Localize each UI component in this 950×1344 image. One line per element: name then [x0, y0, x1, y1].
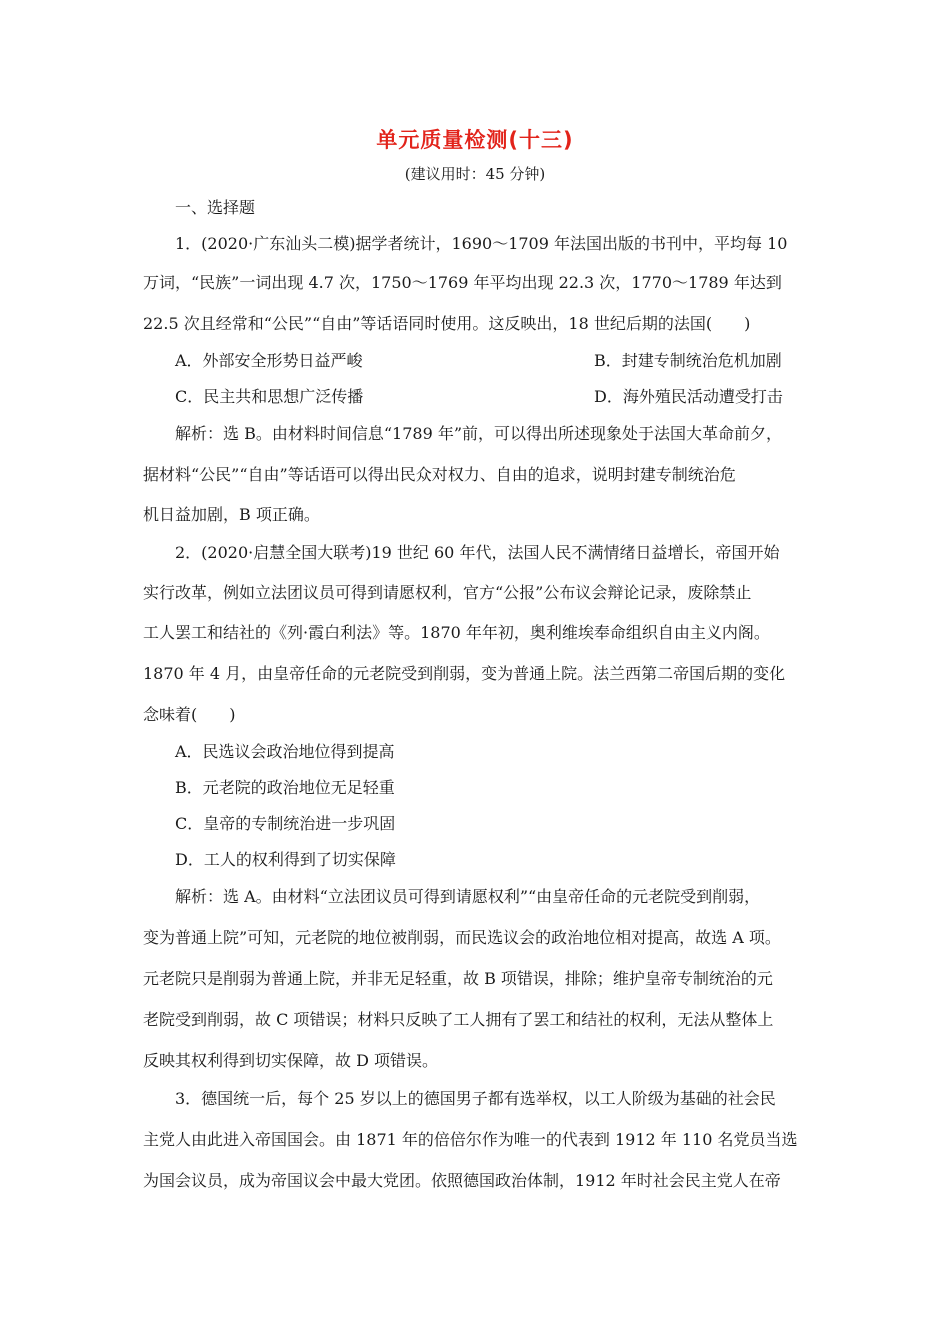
- q1-stem-line: 22.5 次且经常和“公民”“自由”等话语同时使用。这反映出，18 世纪后期的法国( ): [143, 314, 751, 333]
- q2-answer-line: 解析：选 A。由材料“立法团议员可得到请愿权利”“由皇帝任命的元老院受到削弱，: [175, 887, 761, 906]
- q1-option-d: D．海外殖民活动遭受打击: [594, 387, 783, 406]
- section-heading: 一、选择题: [175, 198, 256, 217]
- q2-option-a: A．民选议会政治地位得到提高: [175, 742, 395, 761]
- q2-option-c: C．皇帝的专制统治进一步巩固: [175, 814, 396, 833]
- q1-answer-line: 据材料“公民”“自由”等话语可以得出民众对权力、自由的追求，说明封建专制统治危: [143, 465, 736, 484]
- q2-answer-line: 元老院只是削弱为普通上院，并非无足轻重，故 B 项错误，排除；维护皇帝专制统治的元: [143, 969, 773, 988]
- page-title: 单元质量检测(十三): [376, 128, 574, 152]
- q3-stem-line: 为国会议员，成为帝国议会中最大党团。依照德国政治体制，1912 年时社会民主党人在帝: [143, 1171, 781, 1190]
- page-subtitle: (建议用时：45 分钟): [404, 165, 546, 183]
- q2-option-b: B．元老院的政治地位无足轻重: [175, 778, 395, 797]
- q1-stem-line: 万词，“民族”一词出现 4.7 次，1750～1769 年平均出现 22.3 次，1770～1789 年达到: [143, 273, 782, 292]
- q1-option-a: A．外部安全形势日益严峻: [175, 351, 363, 370]
- q1-answer-line: 解析：选 B。由材料时间信息“1789 年”前，可以得出所述现象处于法国大革命前夕，: [175, 424, 783, 443]
- q3-stem-line: 3．德国统一后，每个 25 岁以上的德国男子都有选举权，以工人阶级为基础的社会民: [175, 1089, 776, 1108]
- q2-stem-line: 念味着( ): [143, 705, 236, 724]
- q1-answer-line: 机日益加剧，B 项正确。: [143, 505, 320, 524]
- q2-answer-line: 反映其权利得到切实保障，故 D 项错误。: [143, 1051, 439, 1070]
- q1-option-b: B．封建专制统治危机加剧: [594, 351, 782, 370]
- q2-answer-line: 变为普通上院”可知，元老院的地位被削弱，而民选议会的政治地位相对提高，故选 A 项。: [143, 928, 781, 947]
- q2-option-d: D．工人的权利得到了切实保障: [175, 850, 396, 869]
- q2-stem-line: 1870 年 4 月，由皇帝任命的元老院受到削弱，变为普通上院。法兰西第二帝国后期的变化: [143, 664, 786, 683]
- q1-stem-line: 1．(2020·广东汕头二模)据学者统计，1690～1709 年法国出版的书刊中，平均每 10: [175, 234, 788, 253]
- q1-option-c: C．民主共和思想广泛传播: [175, 387, 364, 406]
- q2-stem-line: 工人罢工和结社的《列·霞白利法》等。1870 年年初，奥利维埃奉命组织自由主义内阁。: [143, 623, 770, 642]
- q2-answer-line: 老院受到削弱，故 C 项错误；材料只反映了工人拥有了罢工和结社的权利，无法从整体上: [143, 1010, 774, 1029]
- q2-stem-line: 2．(2020·启慧全国大联考)19 世纪 60 年代，法国人民不满情绪日益增长，帝国开始: [175, 543, 780, 562]
- q3-stem-line: 主党人由此进入帝国国会。由 1871 年的倍倍尔作为唯一的代表到 1912 年 110 名党员当选: [143, 1130, 798, 1149]
- q2-stem-line: 实行改革，例如立法团议员可得到请愿权利，官方“公报”公布议会辩论记录，废除禁止: [143, 583, 752, 602]
